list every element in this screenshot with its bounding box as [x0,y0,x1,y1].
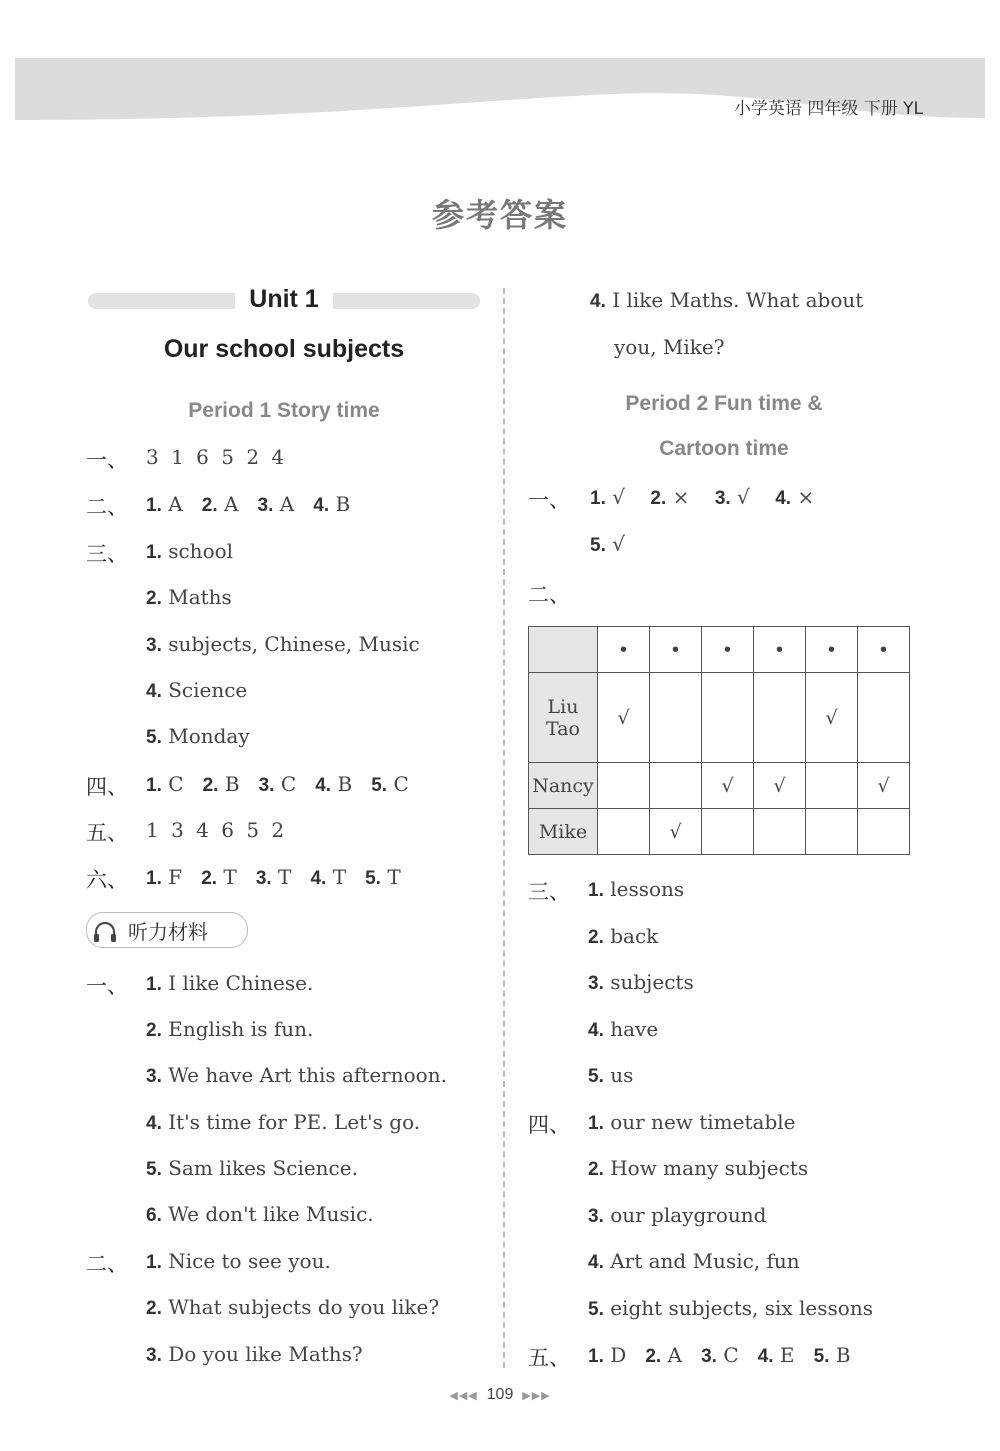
left-arrows-icon: ◀◀◀ [449,1390,478,1402]
answer-item: 2. Maths [146,585,232,609]
answer-item: 5. Monday [146,724,250,748]
section-label: 六、 [86,868,128,892]
section-label: 一、 [528,488,570,512]
table-cell: • [858,627,910,673]
answer-row: 1. F 2. T 3. T 4. T 5. T [146,865,401,889]
table-cell [702,673,754,763]
transcript-line: 1. I like Chinese. [146,971,314,995]
section-label: 三、 [86,542,128,566]
section-label: 一、 [86,448,128,472]
table-row [529,673,910,763]
transcript-line: 6. We don't like Music. [146,1202,374,1226]
answer-item: 3. subjects [588,970,694,994]
table-cell [806,809,858,855]
page-number: 109 [486,1386,514,1403]
section-label: 二、 [528,583,570,607]
table-cell [598,763,650,809]
table-cell [598,809,650,855]
table-cell [754,809,806,855]
row-name-cell: Nancy [529,763,598,809]
section-label: 二、 [86,1252,128,1276]
section-label: 五、 [528,1346,570,1370]
answer-row: 1. C 2. B 3. C 4. B 5. C [146,772,409,796]
answer-item: 3. our playground [588,1203,767,1227]
section-label: 四、 [528,1113,570,1137]
answer-item: 2. How many subjects [588,1156,809,1180]
answer-item: 3. subjects, Chinese, Music [146,632,420,656]
table-cell [858,673,910,763]
period-1-heading: Period 1 Story time [188,399,380,422]
row-name-cell: Liu Tao [529,673,598,763]
table-cell: √ [858,763,910,809]
transcript-line: 4. It's time for PE. Let's go. [146,1110,421,1134]
period-2-heading: Period 2 Fun time & [625,392,823,415]
transcript-line: 3. Do you like Maths? [146,1342,363,1366]
section-label: 二、 [86,495,128,519]
transcript-line: 5. Sam likes Science. [146,1156,358,1180]
answer-item: 2. back [588,924,659,948]
table-cell: √ [598,673,650,763]
section-label: 五、 [86,821,128,845]
table-cell: √ [650,809,702,855]
header-book-info: 小学英语 四年级 下册 YL [733,99,923,119]
table-cell [650,673,702,763]
listening-label: 听力材料 [128,920,208,944]
column-divider [503,288,505,1368]
answer-item: 1. lessons [588,877,685,901]
table-cell [754,673,806,763]
answer-item: 5. us [588,1063,634,1087]
transcript-line-continued: you, Mike? [614,335,725,359]
answer-sequence: 1 3 4 6 5 2 [146,818,288,842]
unit-subtitle: Our school subjects [163,335,405,363]
answer-item: 4. Art and Music, fun [588,1249,800,1273]
section-label: 三、 [528,880,570,904]
answer-item: 4. Science [146,678,248,702]
right-arrows-icon: ▶▶▶ [522,1390,551,1402]
section-label: 一、 [86,974,128,998]
answer-item: 1. school [146,539,234,563]
table-row [529,809,910,855]
answer-item: 5. eight subjects, six lessons [588,1296,873,1320]
row-name-cell: Mike [529,809,598,855]
page-title: 参考答案 [431,196,568,234]
transcript-line: 2. English is fun. [146,1017,314,1041]
transcript-line: 2. What subjects do you like? [146,1295,440,1319]
period-2-heading-line2: Cartoon time [659,437,789,460]
table-cell: • [806,627,858,673]
table-cell: √ [754,763,806,809]
answer-item: 5. √ [590,532,625,556]
table-cell: • [598,627,650,673]
table-cell: • [650,627,702,673]
table-cell [806,763,858,809]
table-cell [702,809,754,855]
table-cell: • [754,627,806,673]
table-cell [650,763,702,809]
unit-title: Unit 1 [88,285,480,314]
answer-row: 1. A 2. A 3. A 4. B [146,492,351,516]
transcript-line: 4. I like Maths. What about [590,288,864,312]
answer-row: 1. √ 2. × 3. √ 4. × [590,485,815,509]
table-header-row [529,627,910,673]
transcript-line: 3. We have Art this afternoon. [146,1063,447,1087]
answer-sequence: 3 1 6 5 2 4 [146,445,288,469]
answer-item: 1. our new timetable [588,1110,796,1134]
table-cell: √ [702,763,754,809]
page-header [15,58,985,120]
table-cell: √ [806,673,858,763]
section-label: 四、 [86,775,128,799]
transcript-line: 1. Nice to see you. [146,1249,331,1273]
answer-table [528,626,910,855]
table-cell: • [702,627,754,673]
table-row [529,763,910,809]
table-cell [529,627,598,673]
answer-item: 4. have [588,1017,659,1041]
page-footer [0,1386,1000,1404]
answer-row: 1. D 2. A 3. C 4. E 5. B [588,1343,851,1367]
headphones-icon [93,921,117,943]
table-cell [858,809,910,855]
